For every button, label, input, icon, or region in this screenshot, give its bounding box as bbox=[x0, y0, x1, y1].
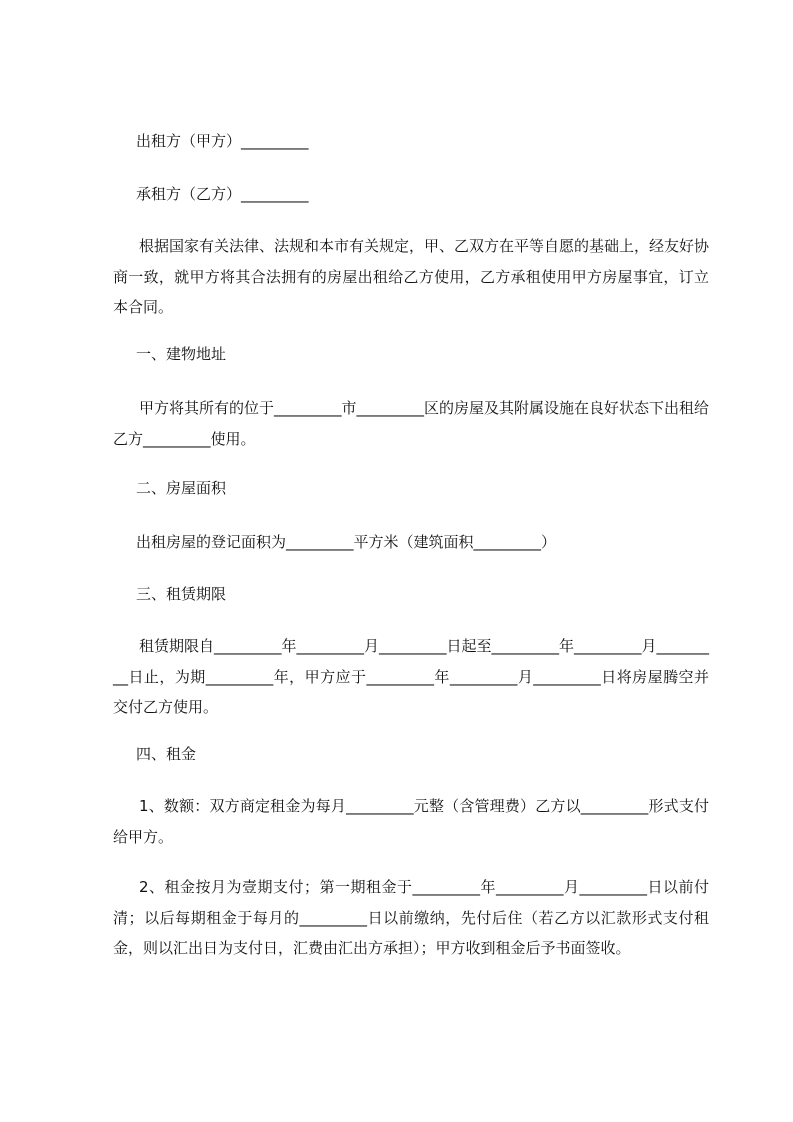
lessor-line: 出租方（甲方）_________ bbox=[136, 132, 309, 150]
section-heading-term: 三、租赁期限 bbox=[136, 585, 227, 603]
section-text-address: 甲方将其所有的位于_________市_________区的房屋及其附属设施在良好状态下出租给乙方_________使用。 bbox=[113, 399, 710, 448]
section-text-term: 租赁期限自_________年_________月_________日起至_________年_________月_________日止，为期_________年，甲方应于_________年_________月_________日将房屋腾空并交付乙方使用。 bbox=[113, 637, 710, 716]
rent-item-amount: 1、数额：双方商定租金为每月_________元整（含管理费）乙方以_________形式支付给甲方。 bbox=[113, 797, 709, 846]
rent-item-payment: 2、租金按月为壹期支付；第一期租金于_________年_________月_________日以前付清；以后每期租金于每月的_________日以前缴纳，先付后住（若乙方以汇款形式支付租金，则以汇出日为支付日，汇费由汇出方承担）；甲方收到租金后予书面签收。 bbox=[113, 878, 709, 957]
preamble-paragraph: 根据国家有关法律、法规和本市有关规定，甲、乙双方在平等自愿的基础上，经友好协商一致，就甲方将其合法拥有的房屋出租给乙方使用，乙方承租使用甲方房屋事宜，订立本合同。 bbox=[113, 237, 710, 316]
section-text-area: 出租房屋的登记面积为_________平方米（建筑面积_________） bbox=[136, 533, 557, 551]
section-heading-address: 一、建物地址 bbox=[136, 345, 227, 363]
section-heading-rent: 四、租金 bbox=[136, 745, 197, 763]
lessee-line: 承租方（乙方）_________ bbox=[136, 185, 309, 203]
section-heading-area: 二、房屋面积 bbox=[136, 479, 227, 497]
